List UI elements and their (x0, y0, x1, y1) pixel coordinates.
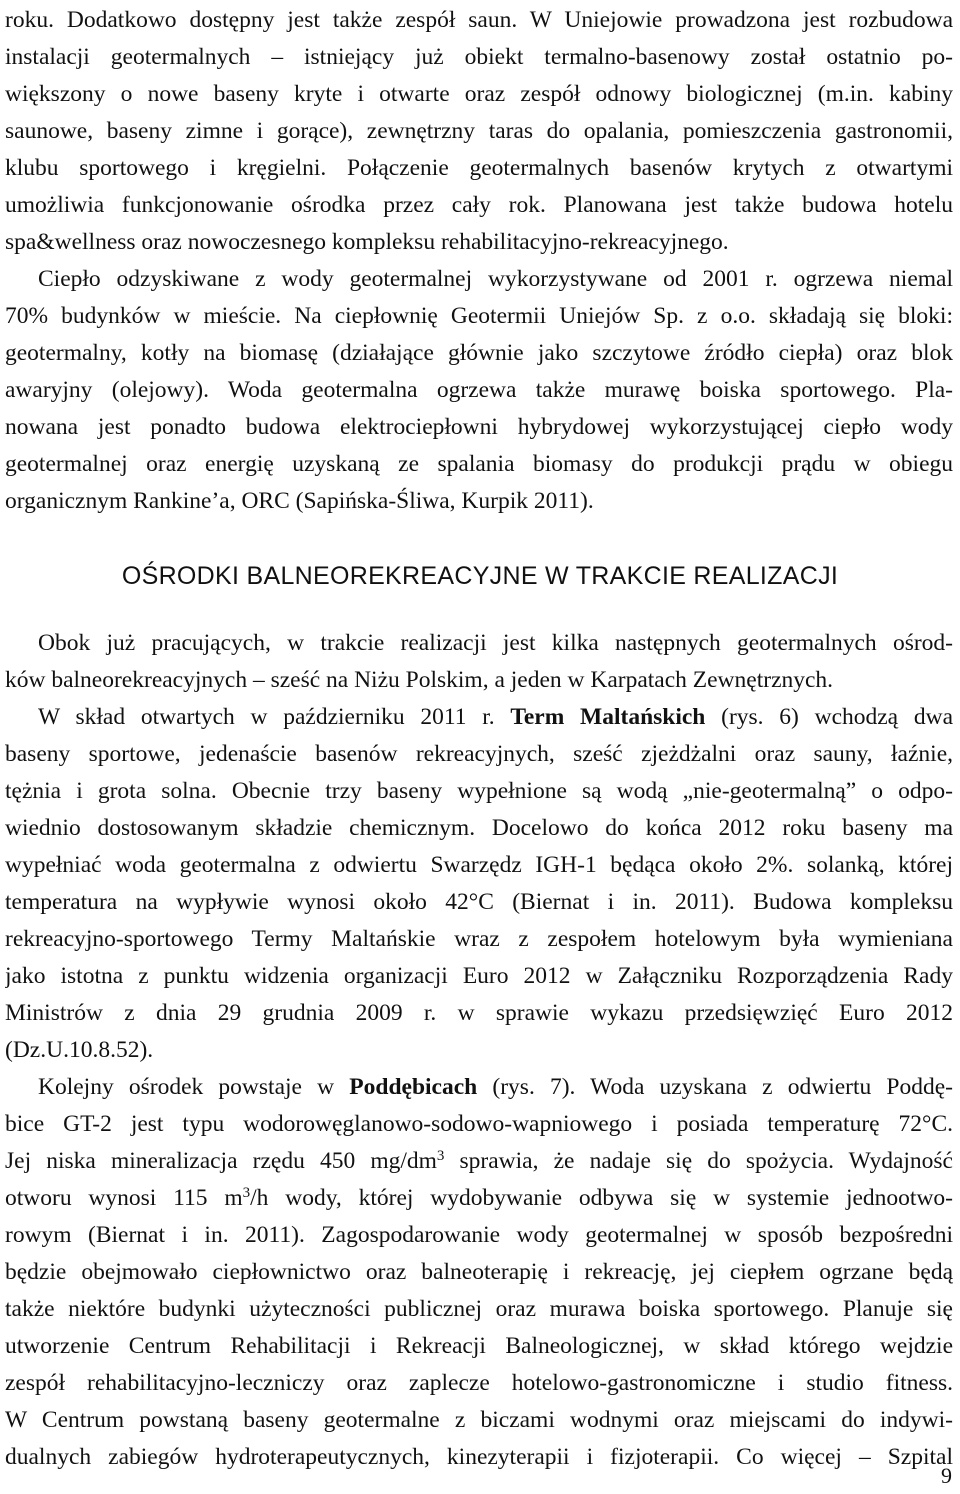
text-line: temperatura na wypływie wynosi około 42°C (Biernat i in. 2011). Budowa kompleksu (5, 889, 953, 915)
bold-term-maltanskie: Term Maltańskich (510, 704, 706, 730)
text-line: geotermalnej oraz energię uzyskaną ze spalania biomasy do produkcji prądu w obiegu (5, 451, 953, 477)
text-line: także niektóre budynki użyteczności publicznej oraz murawa boiska sportowego. Planuje się (5, 1296, 953, 1322)
text-span: Kolejny ośrodek powstaje w (38, 1074, 350, 1100)
text-line: klubu sportowego i kręgielni. Połączenie geotermalnych basenów krytych z otwartymi (5, 155, 953, 181)
text-line: nowana jest ponadto budowa elektrociepłowni hybrydowej wykorzystującej ciepło wody (5, 414, 953, 440)
text-line: wypełniać woda geotermalna z odwiertu Swarzędz IGH-1 będąca około 2%. solanką, której (5, 852, 953, 878)
text-line: większony o nowe baseny kryte i otwarte oraz zespół odnowy biologicznej (m.in. kabiny (5, 81, 953, 107)
text-span: (rys. 6) wchodzą dwa (705, 704, 953, 730)
text-span: sprawia, że nadaje się do spożycia. Wydajność (444, 1148, 953, 1174)
text-line: rekreacyjno-sportowego Termy Maltańskie wraz z zespołem hotelowym była wymieniana (5, 926, 953, 952)
text-line: organicznym Rankine’a, ORC (Sapińska-Śliwa, Kurpik 2011). (5, 488, 594, 514)
text-line: geotermalny, kotły na biomasę (działające głównie jako szczytowe źródło ciepła) oraz blok (5, 340, 953, 366)
text-line: saunowe, baseny zimne i gorące), zewnętrzny taras do opalania, pomieszczenia gastronomii, (5, 118, 953, 144)
text-line: awaryjny (olejowy). Woda geotermalna ogrzewa także murawę boiska sportowego. Pla- (5, 377, 953, 403)
text-line (5, 1180, 953, 1216)
text-line: umożliwia funkcjonowanie ośrodka przez cały rok. Planowana jest także budowa hotelu (5, 192, 953, 218)
text-line: będzie obejmowało ciepłownictwo oraz balneoterapię i rekreację, jej ciepłem ogrzane będą (5, 1259, 953, 1285)
text-line: tężnia i grota solna. Obecnie trzy baseny wypełnione są wodą „nie-geotermalną” o odpo- (5, 778, 953, 804)
text-line: wiednio dostosowanym składzie chemicznym. Docelowo do końca 2012 roku baseny ma (5, 815, 953, 841)
text-span: (rys. 7). Woda uzyskana z odwiertu Poddę- (477, 1074, 953, 1100)
text-line: baseny sportowe, jedenaście basenów rekreacyjnych, sześć zjeżdżalni oraz sauny, łaźnie, (5, 741, 953, 767)
text-line (5, 1143, 953, 1179)
text-span: W skład otwartych w październiku 2011 r. (38, 704, 511, 730)
text-line: jako istotna z punktu widzenia organizacji Euro 2012 w Załączniku Rozporządzenia Rady (5, 963, 953, 989)
text-line: zespół rehabilitacyjno-leczniczy oraz zaplecze hotelowo-gastronomiczne i studio fitness. (5, 1370, 953, 1396)
bold-poddebice: Poddębicach (349, 1074, 478, 1100)
text-line: bice GT-2 jest typu wodorowęglanowo-sodowo-wapniowego i posiada temperaturę 72°C. (5, 1111, 953, 1137)
text-line: Ciepło odzyskiwane z wody geotermalnej wykorzystywane od 2001 r. ogrzewa niemal (38, 266, 953, 292)
text-line: spa&wellness oraz nowoczesnego kompleksu rehabilitacyjno-rekreacyjnego. (5, 229, 729, 255)
superscript: 3 (242, 1185, 251, 1201)
text-line: rowym (Biernat i in. 2011). Zagospodarowanie wody geotermalnej w sposób bezpośredni (5, 1222, 953, 1248)
text-line: Ministrów z dnia 29 grudnia 2009 r. w sprawie wykazu przedsięwzięć Euro 2012 (5, 1000, 953, 1026)
text-line: (Dz.U.10.8.52). (5, 1037, 154, 1063)
text-line: utworzenie Centrum Rehabilitacji i Rekreacji Balneologicznej, w skład którego wejdzie (5, 1333, 953, 1359)
section-heading: OŚRODKI BALNEOREKREACYJNE W TRAKCIE REALIZACJI (121, 562, 839, 590)
text-span: otworu wynosi 115 m (5, 1185, 243, 1211)
text-span: Jej niska mineralizacja rzędu 450 mg/dm (5, 1148, 437, 1174)
text-line: Obok już pracujących, w trakcie realizacji jest kilka następnych geotermalnych ośrod- (38, 630, 953, 656)
text-line: 70% budynków w mieście. Na ciepłownię Geotermii Uniejów Sp. z o.o. składają się bloki: (5, 303, 953, 329)
text-line: instalacji geotermalnych – istniejący już obiekt termalno-basenowy został ostatnio po- (5, 44, 953, 70)
superscript: 3 (436, 1148, 445, 1164)
page-number: 9 (941, 1463, 952, 1488)
text-line (38, 699, 953, 735)
text-span: /h wody, której wydobywanie odbywa się w systemie jednootwo- (250, 1185, 953, 1211)
text-line (38, 1069, 953, 1105)
text-line: W Centrum powstaną baseny geotermalne z biczami wodnymi oraz miejscami do indywi- (5, 1407, 953, 1433)
text-line: dualnych zabiegów hydroterapeutycznych, kinezyterapii i fizjoterapii. Co więcej – Szpital (5, 1444, 953, 1470)
text-line: roku. Dodatkowo dostępny jest także zespół saun. W Uniejowie prowadzona jest rozbudowa (5, 7, 953, 33)
text-line: ków balneorekreacyjnych – sześć na Niżu Polskim, a jeden w Karpatach Zewnętrznych. (5, 667, 834, 693)
